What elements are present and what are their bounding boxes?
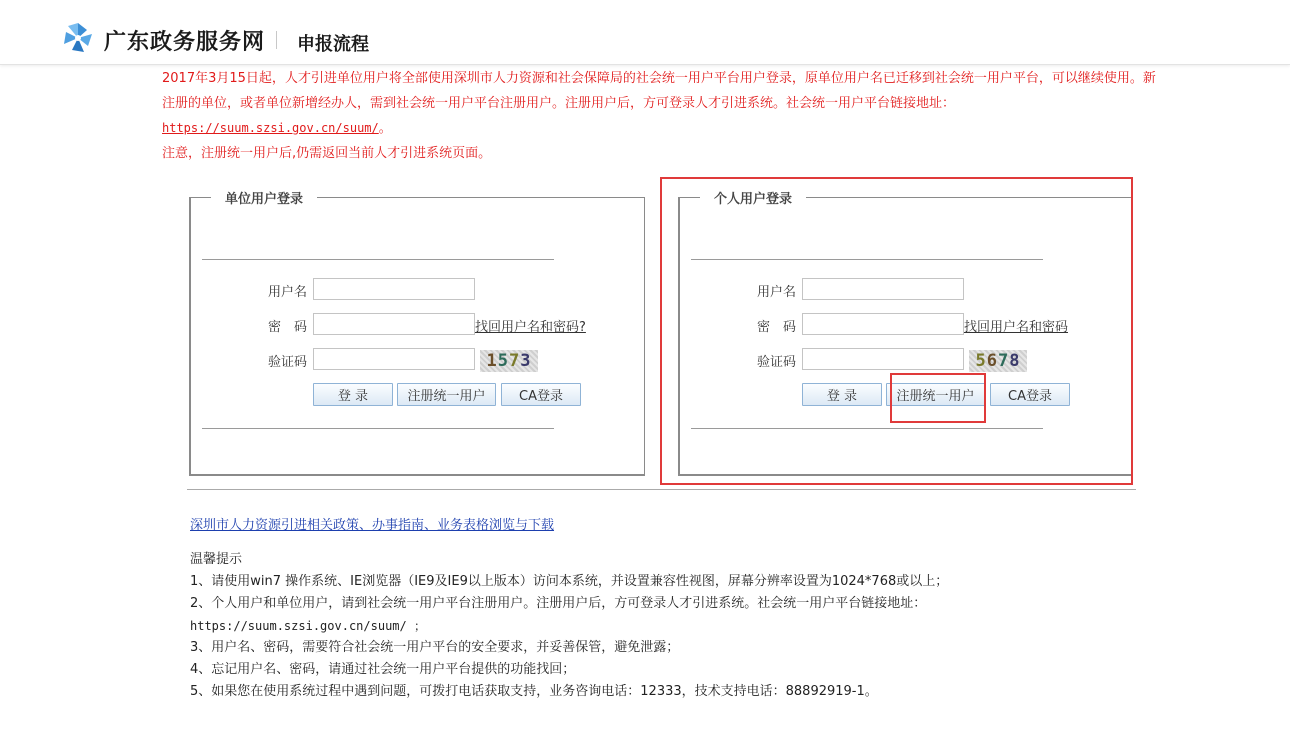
personal-register-button[interactable]: 注册统一用户 <box>886 383 985 406</box>
unit-top-divider <box>202 259 554 260</box>
site-header <box>0 0 1290 65</box>
unit-password-label: 密 码 <box>268 320 308 335</box>
page-subtitle: 申报流程 <box>297 34 369 55</box>
notice-block <box>162 66 1162 166</box>
unit-forgot-link[interactable]: 找回用户名和密码? <box>475 320 586 335</box>
register-button-highlight <box>890 373 986 423</box>
personal-password-label: 密 码 <box>757 320 797 335</box>
unit-captcha-label: 验证码 <box>268 355 308 370</box>
personal-captcha-label: 验证码 <box>757 355 797 370</box>
captcha-digit: 3 <box>520 351 532 371</box>
pinwheel-logo-icon[interactable] <box>62 22 94 54</box>
personal-forgot-link[interactable]: 找回用户名和密码 <box>964 320 1069 335</box>
notice-url-suffix: 。 <box>378 121 392 136</box>
unit-login-button[interactable]: 登 录 <box>313 383 393 406</box>
tip-item: 3、用户名、密码，需要符合社会统一用户平台的安全要求，并妥善保管，避免泄露； <box>190 640 680 655</box>
tips-section <box>190 549 1090 703</box>
unit-captcha-image[interactable] <box>480 350 538 372</box>
unit-bottom-divider <box>202 428 554 429</box>
unit-username-label: 用户名 <box>268 285 308 300</box>
tip-item-url: https://suum.szsi.gov.cn/suum/ ； <box>190 619 426 633</box>
personal-ca-login-button[interactable]: CA登录 <box>990 383 1070 406</box>
content-separator <box>187 489 1136 490</box>
notice-line-2: 注意，注册统一用户后,仍需返回当前人才引进系统页面。 <box>162 146 492 161</box>
captcha-digit: 5 <box>497 351 509 371</box>
unit-password-input[interactable] <box>313 313 475 335</box>
unit-username-input[interactable] <box>313 278 475 300</box>
unit-login-legend: 单位用户登录 <box>225 192 304 207</box>
captcha-digit: 8 <box>1009 351 1021 371</box>
site-name[interactable]: 广东政务服务网 <box>104 30 266 55</box>
captcha-digit: 6 <box>986 351 998 371</box>
captcha-digit: 7 <box>509 351 521 371</box>
header-divider <box>276 31 277 49</box>
captcha-digit: 5 <box>975 351 987 371</box>
unit-ca-login-button[interactable]: CA登录 <box>501 383 581 406</box>
personal-login-button[interactable]: 登 录 <box>802 383 882 406</box>
tip-item: 2、个人用户和单位用户，请到社会统一用户平台注册用户。注册用户后，方可登录人才引进系统。社会统一用户平台链接地址： <box>190 596 927 611</box>
tip-item: 5、如果您在使用系统过程中遇到问题，可拨打电话获取支持，业务咨询电话：12333，技术支持电话：88892919-1。 <box>190 684 878 699</box>
notice-url-link[interactable]: https://suum.szsi.gov.cn/suum/ <box>162 121 379 135</box>
captcha-digit: 7 <box>998 351 1010 371</box>
personal-login-legend: 个人用户登录 <box>714 192 793 207</box>
policy-download-link[interactable]: 深圳市人力资源引进相关政策、办事指南、业务表格浏览与下载 <box>190 518 555 533</box>
captcha-digit: 1 <box>486 351 498 371</box>
unit-register-button[interactable]: 注册统一用户 <box>397 383 496 406</box>
notice-text <box>162 66 1162 141</box>
personal-panel-highlight <box>660 177 1133 485</box>
tip-item: 4、忘记用户名、密码，请通过社会统一用户平台提供的功能找回； <box>190 662 576 677</box>
personal-username-label: 用户名 <box>757 285 797 300</box>
notice-line-1: 2017年3月15日起，人才引进单位用户将全部使用深圳市人力资源和社会保障局的社会统一用户平台用户登录，原单位用户名已迁移到社会统一用户平台，可以继续使用。新注册的单位，或者单位新增经办人，需到社会统一用户平台注册用户。注册用户后，方可登录人才引进系统。社会统一用户平台链接地址： <box>162 71 1156 111</box>
tips-title: 温馨提示 <box>190 552 243 567</box>
tip-item: 1、请使用win7 操作系统、IE浏览器（IE9及IE9以上版本）访问本系统，并设置兼容性视图，屏幕分辨率设置为1024*768或以上； <box>190 574 949 589</box>
unit-captcha-input[interactable] <box>313 348 475 370</box>
